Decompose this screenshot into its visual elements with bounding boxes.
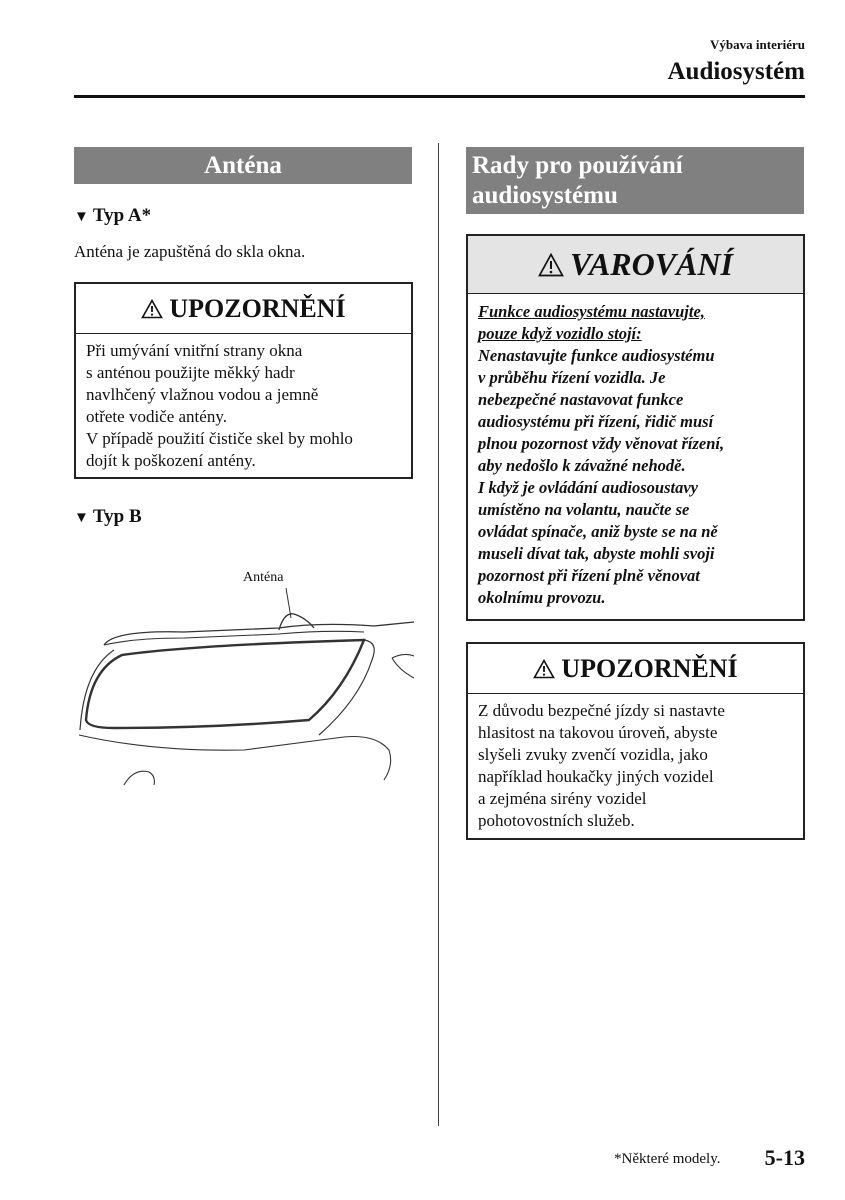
text-line: nebezpečné nastavovat funkce xyxy=(478,390,684,409)
warning-triangle-icon xyxy=(533,659,555,679)
text-line: například houkačky jiných vozidel xyxy=(478,767,714,786)
text-line: pozornost při řízení plně věnovat xyxy=(478,566,700,585)
text-line: V případě použití čističe skel by mohlo xyxy=(86,429,353,448)
caution-title: UPOZORNĚNÍ xyxy=(169,293,346,323)
triangle-down-icon: ▼ xyxy=(74,510,89,526)
text-line: hlasitost na takovou úroveň, abyste xyxy=(478,723,718,742)
text-line: umístěno na volantu, naučte se xyxy=(478,500,690,519)
section-heading-line: audiosystému xyxy=(472,182,618,209)
warning-triangle-icon xyxy=(538,253,564,277)
caution-body xyxy=(76,334,411,478)
footnote: *Některé modely. xyxy=(614,1151,721,1167)
column-divider xyxy=(438,143,439,1126)
text-line: otřete vodiče antény. xyxy=(86,407,227,426)
text-line: navlhčený vlažnou vodou a jemně xyxy=(86,385,319,404)
text-line: aby nedošlo k závažné nehodě. xyxy=(478,456,686,475)
warning-triangle-icon xyxy=(141,299,163,319)
text-line: Z důvodu bezpečné jízdy si nastavte xyxy=(478,701,725,720)
subheading-label: Typ A* xyxy=(92,205,152,226)
page-title: Audiosystém xyxy=(667,58,805,85)
text-line-underlined: Funkce audiosystému nastavujte, xyxy=(478,302,705,321)
caution-box-volume xyxy=(466,642,805,840)
section-heading-line: Rady pro používání xyxy=(472,152,683,179)
text-line: Nenastavujte funkce audiosystému xyxy=(478,346,715,365)
page-number: 5-13 xyxy=(764,1145,805,1170)
text-line: ovládat spínače, aniž byste se na ně xyxy=(478,522,718,541)
text-line: dojít k poškození antény. xyxy=(86,451,256,470)
warning-body xyxy=(468,294,803,616)
text-line: v průběhu řízení vozidla. Je xyxy=(478,368,666,387)
warning-box xyxy=(466,234,805,621)
caution-header xyxy=(468,644,803,694)
section-heading-antena: Anténa xyxy=(74,147,412,184)
warning-title: VAROVÁNÍ xyxy=(569,246,733,282)
text-line: pohotovostních služeb. xyxy=(478,811,635,830)
section-heading-rady xyxy=(466,147,804,214)
antenna-description: Anténa je zapuštěná do skla okna. xyxy=(74,242,306,261)
caution-box-antenna xyxy=(74,282,413,479)
text-line: s anténou použijte měkký hadr xyxy=(86,363,295,382)
caution-title: UPOZORNĚNÍ xyxy=(561,653,738,683)
warning-header xyxy=(468,236,803,294)
text-line-underlined: pouze když vozidlo stojí: xyxy=(478,324,642,343)
text-line: slyšeli zvuky zvenčí vozidla, jako xyxy=(478,745,708,764)
text-line: okolnímu provozu. xyxy=(478,588,606,607)
illustration-label-antena: Anténa xyxy=(243,570,284,585)
subheading-label: Typ B xyxy=(92,506,142,527)
subheading-typ-b xyxy=(74,506,142,528)
subheading-typ-a xyxy=(74,205,151,227)
caution-header xyxy=(76,284,411,334)
text-line: Při umývání vnitřní strany okna xyxy=(86,341,303,360)
text-line: I když je ovládání audiosoustavy xyxy=(478,478,699,497)
text-line: a zejména sirény vozidel xyxy=(478,789,647,808)
triangle-down-icon: ▼ xyxy=(74,209,89,225)
caution-body xyxy=(468,694,803,838)
text-line: plnou pozornost vždy věnovat řízení, xyxy=(478,434,725,453)
header-rule xyxy=(74,95,805,98)
text-line: museli dívat tak, abyste mohli svoji xyxy=(478,544,715,563)
rear-window-antenna-illustration xyxy=(74,560,414,790)
text-line: audiosystému při řízení, řidič musí xyxy=(478,412,714,431)
header-chapter: Výbava interiéru xyxy=(710,37,805,52)
